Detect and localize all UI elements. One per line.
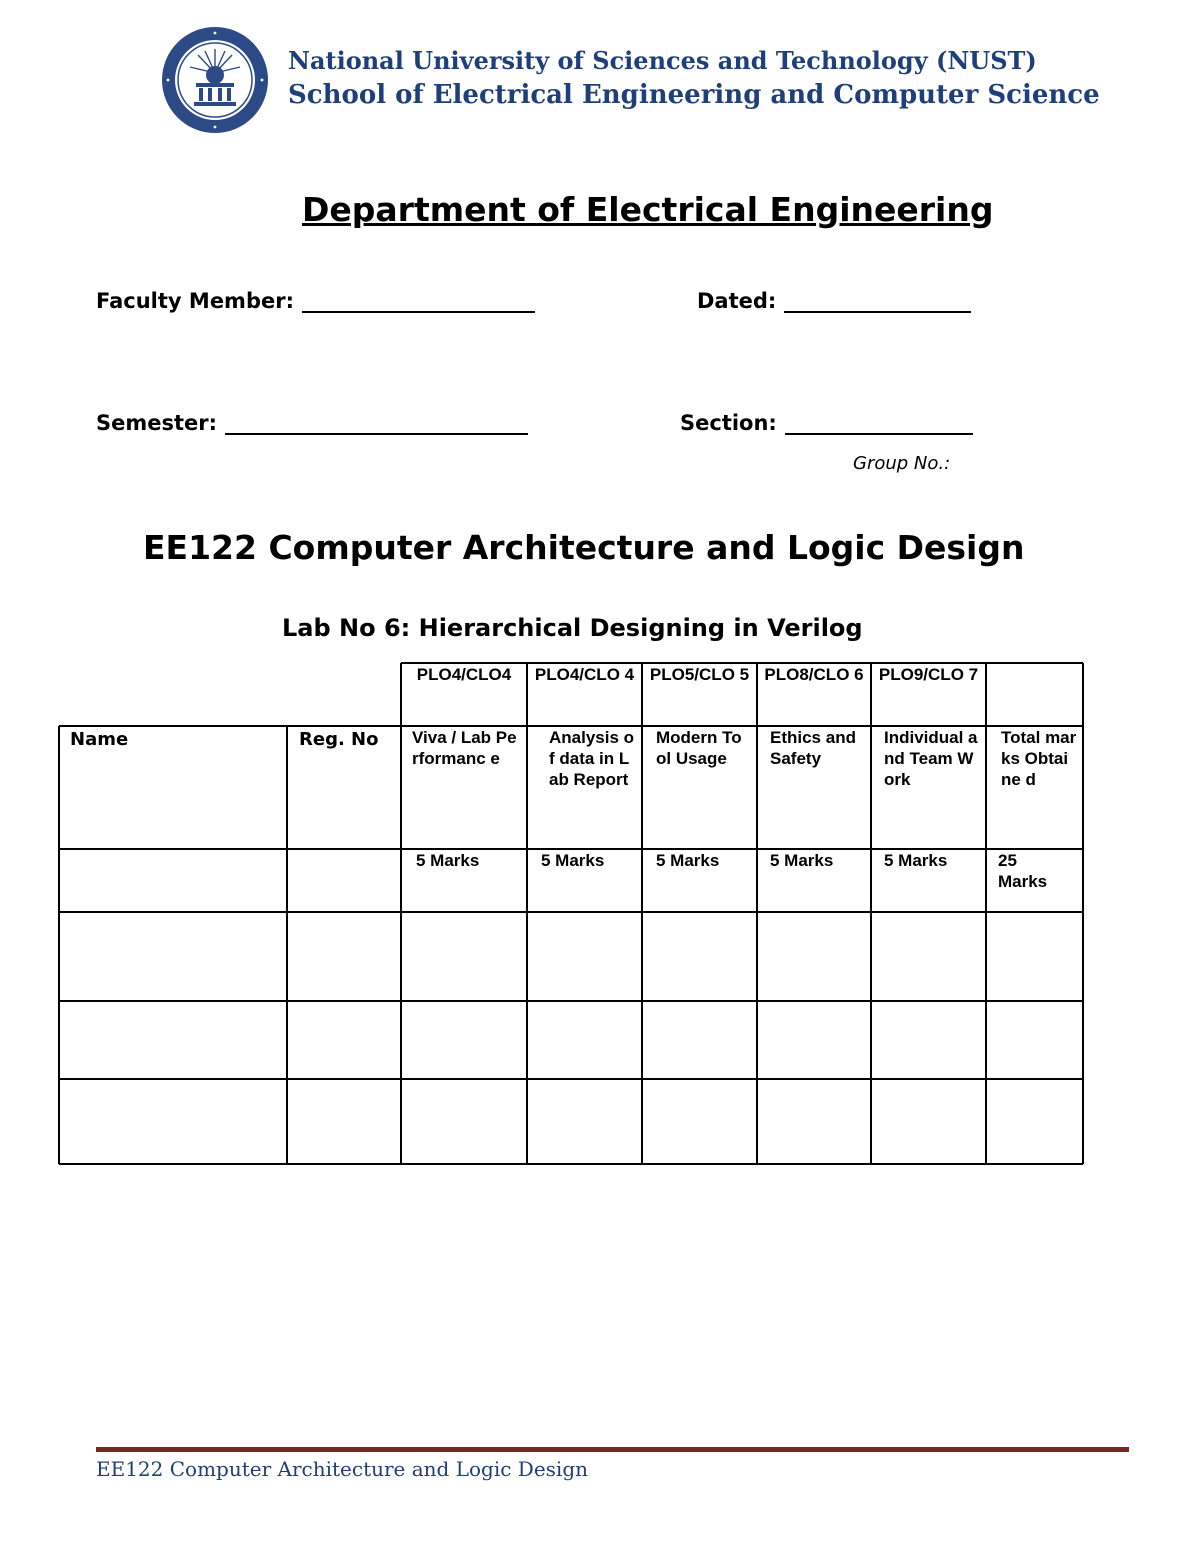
semester-label: Semester: xyxy=(96,411,218,435)
institution-name xyxy=(288,44,1100,112)
institution-line-1: National University of Sciences and Technology (NUST) xyxy=(288,46,1037,75)
dated-field xyxy=(697,289,971,313)
plo-header-1: PLO4/CLO4 xyxy=(416,665,512,684)
institution-line-2: School of Electrical Engineering and Computer Science xyxy=(288,80,1100,110)
semester-field xyxy=(96,411,528,435)
criterion-ethics: Ethics and Safety xyxy=(770,728,856,768)
section-blank[interactable] xyxy=(785,415,973,435)
criterion-viva: Viva / Lab Performanc e xyxy=(412,728,517,768)
marks-ethics: 5 Marks xyxy=(770,851,834,870)
section-label: Section: xyxy=(680,411,777,435)
section-field xyxy=(680,411,973,435)
faculty-member-blank[interactable] xyxy=(302,293,535,313)
faculty-member-field xyxy=(96,289,535,313)
dated-label: Dated: xyxy=(697,289,777,313)
marks-analysis: 5 Marks xyxy=(541,851,605,870)
course-title: EE122 Computer Architecture and Logic Design xyxy=(143,528,1025,567)
marks-viva: 5 Marks xyxy=(416,851,480,870)
student-row-2-reg[interactable] xyxy=(287,1001,401,1079)
marks-modern-tool: 5 Marks xyxy=(656,851,720,870)
student-row-1-name[interactable] xyxy=(59,912,287,1001)
semester-blank[interactable] xyxy=(225,415,528,435)
name-column-header: Name xyxy=(70,729,129,750)
nust-seal-logo xyxy=(160,25,270,135)
student-row-3-reg[interactable] xyxy=(287,1079,401,1164)
plo-header-5: PLO9/CLO 7 xyxy=(878,665,979,684)
criterion-teamwork: Individual and Team Work xyxy=(884,728,978,789)
criterion-total: Total marks Obtaine d xyxy=(1001,728,1077,789)
group-number-label: Group No.: xyxy=(853,453,951,474)
faculty-member-label: Faculty Member: xyxy=(96,289,294,313)
criterion-analysis: Analysis of data in Lab Report xyxy=(549,728,635,789)
marks-teamwork: 5 Marks xyxy=(884,851,948,870)
criterion-modern-tool: Modern Tool Usage xyxy=(656,728,742,768)
student-row-2-name[interactable] xyxy=(59,1001,287,1079)
footer-course-title: EE122 Computer Architecture and Logic Design xyxy=(96,1457,589,1481)
student-row-1-reg[interactable] xyxy=(287,912,401,1001)
student-row-3-name[interactable] xyxy=(59,1079,287,1164)
marks-total: 25 Marks xyxy=(998,851,1048,891)
lab-title: Lab No 6: Hierarchical Designing in Verilog xyxy=(282,614,863,642)
department-title: Department of Electrical Engineering xyxy=(302,190,994,229)
plo-header-3: PLO5/CLO 5 xyxy=(649,665,750,684)
reg-no-column-header: Reg. No xyxy=(299,729,379,750)
footer-rule xyxy=(96,1447,1129,1452)
plo-header-4: PLO8/CLO 6 xyxy=(764,665,864,684)
dated-blank[interactable] xyxy=(784,293,971,313)
plo-header-2: PLO4/CLO 4 xyxy=(534,665,635,684)
